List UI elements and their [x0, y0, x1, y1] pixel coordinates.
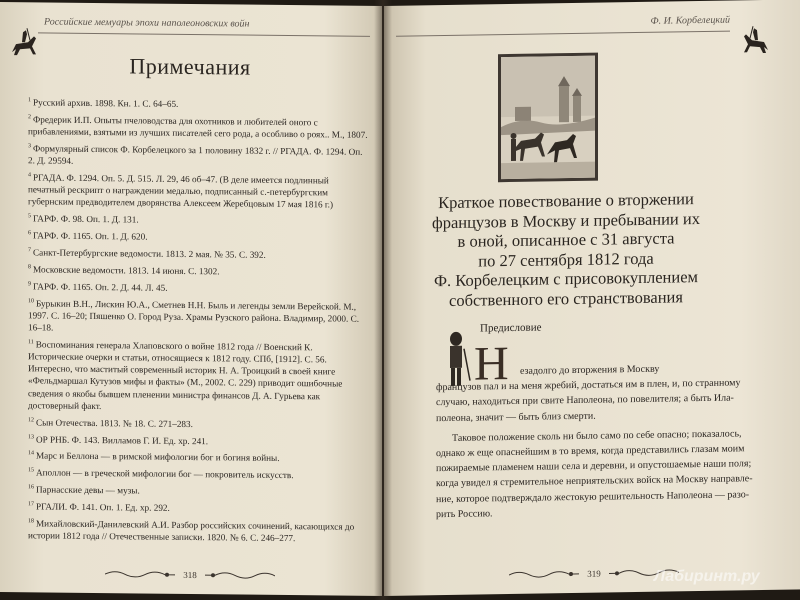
note-item — [28, 140, 368, 170]
chapter-title-line: в оной, описанное с 31 августа — [457, 228, 675, 251]
note-number: 15 — [28, 467, 34, 474]
note-item — [28, 465, 368, 483]
note-number: 8 — [28, 264, 31, 271]
note-number: 12 — [28, 416, 34, 424]
left-page — [0, 2, 382, 596]
note-number: 2 — [28, 114, 31, 121]
running-header-right: Ф. И. Корбелецкий — [650, 14, 730, 27]
running-header-left: Российские мемуары эпохи наполеоновских войн — [44, 16, 250, 30]
paragraph-1 — [436, 361, 741, 426]
drop-cap: Н — [474, 337, 509, 391]
note-number: 16 — [28, 484, 34, 491]
note-item — [28, 414, 368, 432]
chapter-title-line: французов в Москву и пребывании их — [432, 208, 700, 232]
text-line: французов пал и на меня жребий, достаться им в плен, и, по странному — [436, 377, 741, 394]
note-number: 3 — [28, 143, 31, 150]
book-gutter — [374, 0, 392, 600]
page-number-left: 318 — [183, 570, 197, 581]
note-number: 5 — [28, 213, 31, 220]
note-item — [28, 448, 368, 466]
text-line: пожираемые пламенем наши села и деревни, и опустошаемые наши поля; — [436, 458, 752, 475]
text-line: случаю, находиться при свите Наполеона, по повелителя; а быть Ила- — [436, 392, 734, 409]
note-item — [28, 498, 368, 516]
note-number: 9 — [28, 280, 31, 288]
paragraph-2 — [436, 427, 753, 523]
note-number: 13 — [28, 433, 34, 440]
chapter-title-line: собственного его странствования — [449, 286, 683, 310]
note-item — [28, 227, 368, 245]
engraving-illustration — [498, 53, 598, 183]
note-item — [28, 336, 368, 415]
note-number: 6 — [28, 230, 31, 237]
note-item — [28, 244, 368, 262]
note-number: 7 — [28, 247, 31, 254]
text-line: Таковое положение сколь ни было само по себе опасно; показалось, — [452, 428, 742, 444]
note-number: 18 — [28, 518, 34, 525]
preface-heading: Предисловие — [480, 321, 542, 335]
body-text — [436, 361, 753, 523]
note-item — [28, 295, 368, 337]
note-number: 1 — [28, 97, 31, 104]
notes-list — [28, 94, 368, 547]
note-text: Санкт-Петербургские ведомости. 1813. 2 мая. № 35. С. 392. — [33, 247, 266, 260]
notes-title: Примечания — [129, 53, 251, 80]
chapter-title-line: Краткое повествование о вторжении — [438, 189, 694, 213]
note-text: Бурыкин В.Н., Лискин Ю.А., Сметнев Н.Н. Быль и легенды земли Верейской. М., 1997. С. 16–20; Пяшенко О. Город Руза. Храмы Рузского района. Владимир, 2000. С. 16–18. — [28, 297, 360, 333]
note-text: Фредерик И.П. Опыты пчеловодства для охотников и любителей оного с прибавлениями, взятыми из лучших писателей сего рода, а особливо о роях.. М., 1807. — [28, 114, 368, 140]
text-line: однако ж еще опаснейшим в то время, когда представились глазам моим — [436, 443, 745, 460]
note-text: Воспоминания генерала Хлаповского о войне 1812 года // Военский К. Исторические очерки и статьи, относящиеся к 1812 году. СПб, [1912]. С. 56. Интересно, что маститый современный историк Н. А. Троицкий в своей книге «Фельдмаршал Кутузов мифы и факты» (М., 2002. С. 229) приводит ошибочные сведения о якобы бывшем пленении министра финансов Д. А. Гурьева как достоверный факт. — [28, 339, 343, 411]
note-text: ГАРФ. Ф. 98. Оп. 1. Д. 131. — [33, 213, 139, 225]
note-text: РГАЛИ. Ф. 141. Оп. 1. Ед. хр. 292. — [36, 501, 170, 513]
note-item — [28, 261, 368, 279]
page-number-right: 319 — [587, 568, 601, 580]
note-text: Аполлон — в греческой мифологии бог — покровитель искусств. — [36, 467, 294, 481]
note-text: Формулярный список Ф. Корбелецкого за 1 половину 1832 г. // РГАДА. Ф. 1294. Оп. 2. Д. 29594. — [28, 143, 363, 166]
note-item — [28, 431, 368, 449]
chapter-title-line: Ф. Корбелецким с присовокуплением — [434, 267, 698, 291]
text-line: ние, которое подтверждало жестокую решительность Наполеона — разо- — [436, 488, 750, 505]
note-text: ГАРФ. Ф. 1165. Оп. 1. Д. 620. — [33, 230, 148, 242]
page-footer-left — [0, 564, 382, 586]
text-line: полеона, значит — быть близ смерти. — [436, 410, 596, 424]
header-rule — [38, 32, 370, 36]
note-item — [28, 169, 368, 211]
header-rule — [396, 31, 730, 37]
watermark: Лабиринт.ру — [654, 568, 760, 585]
note-text: Сын Отечества. 1813. № 18. С. 271–283. — [36, 417, 193, 429]
ornament-icon — [509, 569, 579, 580]
note-item — [28, 481, 368, 499]
note-text: Михайловский-Данилевский А.И. Разбор российских сочинений, касающихся до истории 1812 года // Отечественные записки. 1820. № 6. С. 246–277. — [28, 518, 355, 544]
note-text: РГАДА. Ф. 1294. Оп. 5. Д. 515. Л. 29, 46 об–47. (В деле имеется подлинный печатный рескрипт о награждении медалью, подписанный с.-петербургским губернским предводителем дворянства Алексеем Жеребцовым 17 мая 1816 г.) — [28, 172, 334, 210]
text-line: езадолго до вторжения в Москву — [520, 363, 660, 377]
note-text: ОР РНБ. Ф. 143. Вилламов Г. И. Ед. хр. 241. — [36, 433, 209, 446]
note-number: 17 — [28, 501, 34, 508]
chapter-title-line: по 27 сентября 1812 года — [478, 248, 654, 271]
cavalry-rider-icon — [738, 22, 774, 59]
note-text: ГАРФ. Ф. 1165. Оп. 2. Д. 44. Л. 45. — [33, 281, 168, 293]
note-item — [28, 111, 368, 141]
note-number: 10 — [28, 297, 34, 304]
note-item — [28, 94, 368, 112]
note-text: Парнасские девы — музы. — [36, 484, 140, 496]
note-text: Русский архив. 1898. Кн. 1. С. 64–65. — [33, 97, 179, 109]
chapter-title — [408, 189, 724, 311]
note-item — [28, 515, 368, 545]
note-text: Марс и Беллона — в римской мифологии бог и богиня войны. — [36, 450, 280, 464]
note-number: 11 — [28, 339, 34, 346]
note-number: 4 — [28, 172, 31, 179]
note-item — [28, 211, 368, 229]
ornament-icon — [205, 570, 275, 581]
right-page — [384, 0, 800, 596]
ornament-icon — [105, 569, 175, 580]
text-line: когда увидел я стремительное неприятельских войск на Москву направле- — [436, 473, 753, 490]
text-line: рить Россию. — [436, 508, 493, 521]
note-text: Московские ведомости. 1813. 14 июня. С. 1302. — [33, 264, 220, 277]
note-number: 14 — [28, 450, 34, 457]
note-item — [28, 278, 368, 296]
